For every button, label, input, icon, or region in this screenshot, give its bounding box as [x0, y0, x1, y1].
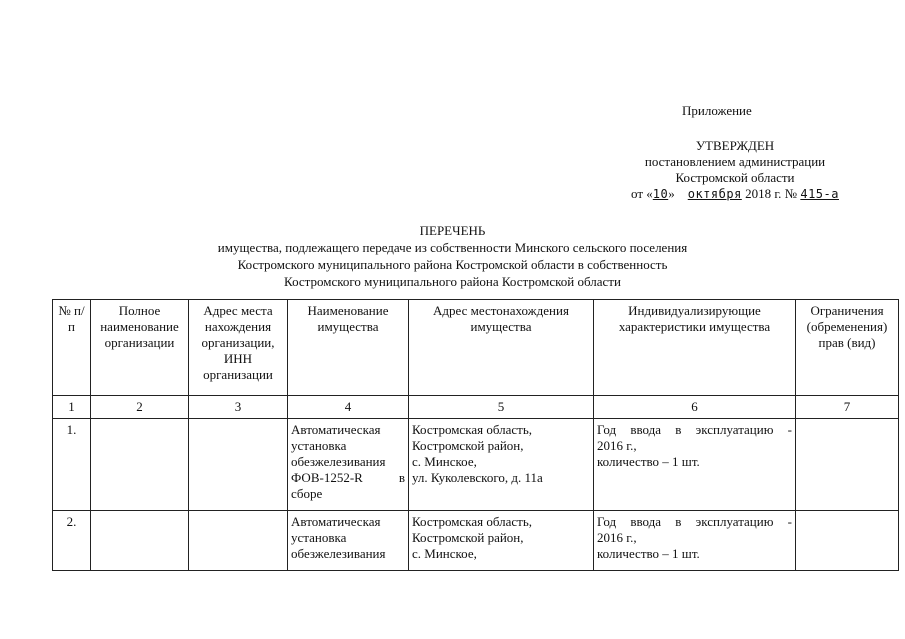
date-month: октября: [687, 187, 742, 201]
column-number: 3: [189, 396, 288, 419]
row-number: 2.: [53, 511, 91, 571]
address-line: с. Минское,: [412, 546, 477, 561]
header-cell: Адрес местонахождения имущества: [409, 300, 594, 396]
property-characteristics-cell: [594, 419, 796, 511]
header-cell: Адрес места нахождения организации, ИНН организации: [189, 300, 288, 396]
limits-cell: [796, 511, 899, 571]
limits-cell: [796, 419, 899, 511]
property-name-cell: Автоматическая установка обезжелезивания: [288, 511, 409, 571]
approved-by-line2: Костромской области: [675, 170, 795, 185]
org-address-cell: [189, 419, 288, 511]
org-address-cell: [189, 511, 288, 571]
property-address-cell: [409, 419, 594, 511]
row-number: 1.: [53, 419, 91, 511]
characteristics-line: Год ввода в эксплуатацию -: [597, 514, 792, 529]
address-line: Костромской район,: [412, 438, 524, 453]
date-mid: »: [668, 186, 675, 201]
address-line: ул. Куколевского, д. 11а: [412, 470, 543, 485]
address-line: Костромская область,: [412, 514, 533, 529]
title-line3: Костромского муниципального района Костромской области в собственность: [237, 257, 668, 272]
approval-stamp: [600, 138, 870, 202]
characteristics-line: 2016 г.,: [597, 438, 637, 453]
address-line: Костромская область,: [412, 422, 533, 437]
address-line: Костромской район,: [412, 530, 524, 545]
title-line2: имущества, подлежащего передаче из собственности Минского сельского поселения: [217, 240, 688, 255]
date-prefix: от «: [631, 186, 653, 201]
property-address-cell: [409, 511, 594, 571]
column-number: 6: [594, 396, 796, 419]
property-characteristics-cell: [594, 511, 796, 571]
header-cell: Индивидуализирующие характеристики имущества: [594, 300, 796, 396]
column-number: 5: [409, 396, 594, 419]
approved-heading: УТВЕРЖДЕН: [695, 138, 775, 153]
org-name-cell: [91, 511, 189, 571]
column-number-row: [53, 396, 899, 419]
approval-date-line: [600, 186, 870, 202]
column-number: 7: [796, 396, 899, 419]
document-number: 415-а: [800, 187, 839, 201]
approved-by-line1: постановлением администрации: [644, 154, 826, 169]
header-cell: № п/п: [53, 300, 91, 396]
characteristics-line: количество – 1 шт.: [597, 454, 700, 469]
table-row: [53, 511, 899, 571]
table-header-row: [53, 300, 899, 396]
table-row: [53, 419, 899, 511]
title-line1: ПЕРЕЧЕНЬ: [419, 223, 486, 238]
title-line4: Костромского муниципального района Костромской области: [284, 274, 621, 289]
column-number: 1: [53, 396, 91, 419]
date-day: 10: [652, 187, 669, 201]
property-name-cell: Автоматическая установка обезжелезивания ФОВ-1252-R в сборе: [288, 419, 409, 511]
characteristics-line: 2016 г.,: [597, 530, 637, 545]
property-table: [52, 299, 899, 571]
header-cell: Наименование имущества: [288, 300, 409, 396]
characteristics-line: Год ввода в эксплуатацию -: [597, 422, 792, 437]
characteristics-line: количество – 1 шт.: [597, 546, 700, 561]
list-title: [0, 222, 905, 290]
column-number: 4: [288, 396, 409, 419]
column-number: 2: [91, 396, 189, 419]
org-name-cell: [91, 419, 189, 511]
appendix-label: Приложение: [682, 103, 752, 118]
address-line: с. Минское,: [412, 454, 477, 469]
header-cell: Полное наименование организации: [91, 300, 189, 396]
date-year: 2018 г. №: [745, 186, 798, 201]
header-cell: Ограничения (обременения) прав (вид): [796, 300, 899, 396]
